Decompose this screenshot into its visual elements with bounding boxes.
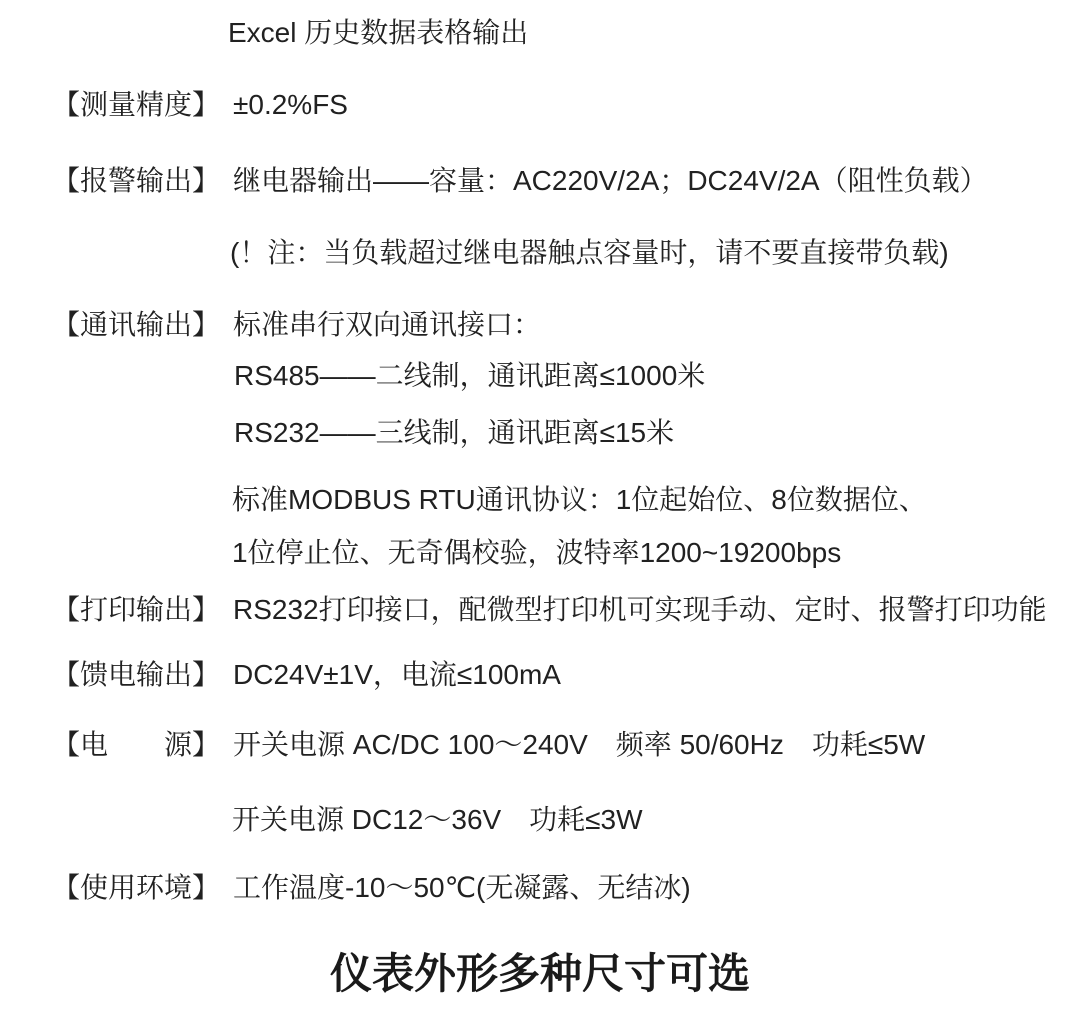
spec-label-feed-output: 【馈电输出】 <box>52 659 221 690</box>
footer-title: 仪表外形多种尺寸可选 <box>329 950 750 997</box>
spec-row-accuracy <box>52 87 348 123</box>
spec-line-rs232: RS232——三线制，通讯距离≤15米 <box>234 417 675 448</box>
spec-row-communication-output <box>52 307 541 343</box>
spec-row-feed-output <box>52 657 561 693</box>
spec-row-operating-environment <box>52 870 691 906</box>
spec-row-print-output <box>52 592 1047 628</box>
spec-label-communication-output: 【通讯输出】 <box>52 309 221 340</box>
spec-label-accuracy: 【测量精度】 <box>52 89 221 120</box>
spec-row-power-supply <box>52 727 925 763</box>
spec-label-power-supply: 【电 源】 <box>52 729 221 760</box>
spec-value-print-output: RS232打印接口，配微型打印机可实现手动、定时、报警打印功能 <box>233 594 1047 625</box>
spec-label-alarm-output: 【报警输出】 <box>52 165 221 196</box>
spec-value-accuracy: ±0.2%FS <box>233 89 348 120</box>
intro-line: Excel 历史数据表格输出 <box>228 17 529 48</box>
spec-line-rs485: RS485——二线制，通讯距离≤1000米 <box>234 360 706 391</box>
spec-label-print-output: 【打印输出】 <box>52 594 221 625</box>
spec-row-alarm-output <box>52 163 988 199</box>
spec-value-feed-output: DC24V±1V，电流≤100mA <box>233 659 561 690</box>
spec-value-power-supply-ac: 开关电源 AC/DC 100～240V 频率 50/60Hz 功耗≤5W <box>233 729 926 760</box>
spec-line-baud-rate: 1位停止位、无奇偶校验，波特率1200~19200bps <box>232 537 842 568</box>
spec-value-alarm-output: 继电器输出——容量：AC220V/2A；DC24V/2A（阻性负载） <box>233 165 988 196</box>
spec-value-operating-environment: 工作温度-10～50℃(无凝露、无结冰) <box>233 872 691 903</box>
spec-note-alarm-output: (！注：当负载超过继电器触点容量时，请不要直接带负载) <box>230 237 949 268</box>
spec-label-operating-environment: 【使用环境】 <box>52 872 221 903</box>
spec-value-communication-output: 标准串行双向通讯接口： <box>233 309 542 340</box>
spec-line-modbus-protocol: 标准MODBUS RTU通讯协议：1位起始位、8位数据位、 <box>232 484 927 515</box>
spec-line-power-supply-dc: 开关电源 DC12～36V 功耗≤3W <box>232 804 643 835</box>
